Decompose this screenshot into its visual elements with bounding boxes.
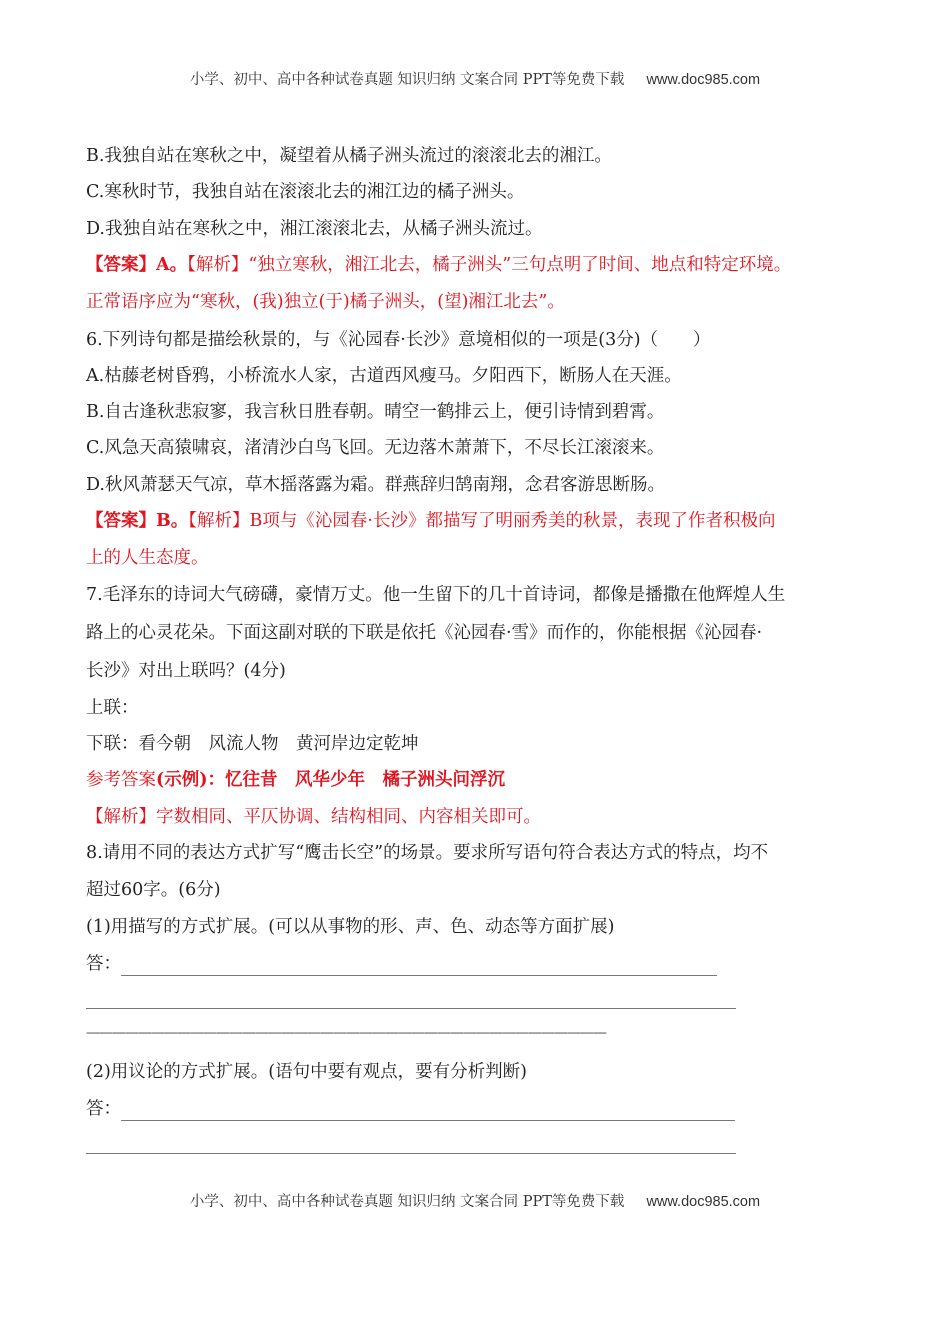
- q7-stem-3: 长沙》对出上联吗？(4分): [86, 661, 286, 681]
- ref-example: (示例)：忆往昔 风华少年 橘子洲头问浮沉: [156, 770, 506, 790]
- q7-upper-couplet: 上联：: [86, 698, 139, 718]
- q6-answer: [86, 509, 775, 533]
- header-url[interactable]: www.doc985.com: [646, 72, 761, 88]
- answer-tag: 【答案】B。: [86, 511, 189, 531]
- q8-stem-1: 8.请用不同的表达方式扩写“鹰击长空”的场景。要求所写语句符合表达方式的特点，均不: [86, 843, 769, 863]
- q8-stem-2: 超过60字。(6分): [86, 880, 221, 900]
- answer-label: 答：: [86, 954, 121, 974]
- header-text: 小学、初中、高中各种试卷真题 知识归纳 文案合同 PPT等免费下载: [189, 72, 625, 88]
- answer-label: 答：: [86, 1099, 121, 1119]
- footer-text: 小学、初中、高中各种试卷真题 知识归纳 文案合同 PPT等免费下载: [189, 1194, 625, 1210]
- q8-answer-2: [86, 1097, 735, 1121]
- answer-line[interactable]: [121, 1102, 735, 1121]
- analysis-tag: 【解析】: [187, 255, 249, 275]
- answer-dash-line[interactable]: ————————————————————————————————————————: [86, 1025, 606, 1041]
- q6-analysis-cont: 上的人生态度。: [86, 548, 209, 568]
- analysis-tag: 【解析】: [188, 511, 250, 531]
- answer-line[interactable]: [86, 1008, 736, 1009]
- q8-part-1: (1)用描写的方式扩展。(可以从事物的形、声、色、动态等方面扩展): [86, 917, 615, 937]
- q5-option-c: C.寒秋时节，我独自站在滚滚北去的湘江边的橘子洲头。: [86, 182, 525, 202]
- q7-lower-couplet: 下联：看今朝 风流人物 黄河岸边定乾坤: [86, 734, 419, 754]
- page-footer: [0, 1190, 950, 1211]
- q5-option-d: D.我独自站在寒秋之中，湘江滚滚北去，从橘子洲头流过。: [86, 219, 543, 239]
- answer-tag: 【答案】A。: [86, 255, 188, 275]
- analysis-text: “独立寒秋，湘江北去，橘子洲头”三句点明了时间、地点和特定环境。: [248, 255, 792, 275]
- q7-analysis: 【解析】字数相同、平仄协调、结构相同、内容相关即可。: [86, 807, 541, 827]
- answer-line[interactable]: [121, 957, 717, 976]
- analysis-text: B项与《沁园春·长沙》都描写了明丽秀美的秋景，表现了作者积极向: [249, 511, 776, 531]
- q5-analysis-cont: 正常语序应为“寒秋，(我)独立(于)橘子洲头，(望)湘江北去”。: [86, 292, 565, 312]
- q8-answer-1: [86, 952, 717, 976]
- q6-option-d: D.秋风萧瑟天气凉，草木摇落露为霜。群燕辞归鹄南翔，念君客游思断肠。: [86, 475, 665, 495]
- ref-prefix: 参考答案: [86, 770, 156, 790]
- answer-line[interactable]: [86, 1153, 736, 1154]
- q5-answer: [86, 253, 791, 277]
- q8-part-2: (2)用议论的方式扩展。(语句中要有观点，要有分析判断): [86, 1062, 527, 1082]
- q6-option-a: A.枯藤老树昏鸦，小桥流水人家，古道西风瘦马。夕阳西下，断肠人在天涯。: [86, 366, 682, 386]
- page-header: [0, 68, 950, 89]
- q6-option-b: B.自古逢秋悲寂寥，我言秋日胜春朝。晴空一鹤排云上，便引诗情到碧霄。: [86, 402, 665, 422]
- q5-option-b: B.我独自站在寒秋之中，凝望着从橘子洲头流过的滚滚北去的湘江。: [86, 146, 612, 166]
- footer-url[interactable]: www.doc985.com: [646, 1194, 761, 1210]
- q7-stem-1: 7.毛泽东的诗词大气磅礴，豪情万丈。他一生留下的几十首诗词，都像是播撒在他辉煌人生: [86, 585, 786, 605]
- q6-option-c: C.风急天高猿啸哀，渚清沙白鸟飞回。无边落木萧萧下，不尽长江滚滚来。: [86, 438, 665, 458]
- q7-reference-answer: [86, 768, 505, 792]
- q6-stem: 6.下列诗句都是描绘秋景的，与《沁园春·长沙》意境相似的一项是(3分)（ ）: [86, 330, 711, 350]
- q7-stem-2: 路上的心灵花朵。下面这副对联的下联是依托《沁园春·雪》而作的，你能根据《沁园春·: [86, 623, 763, 643]
